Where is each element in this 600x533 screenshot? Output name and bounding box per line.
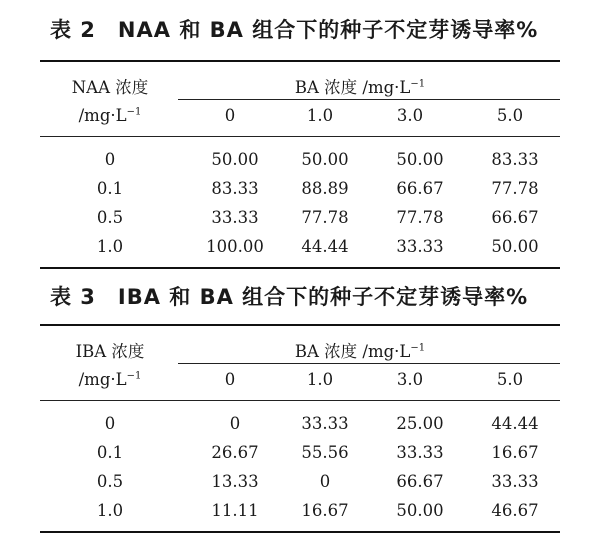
table-cell: 77.78 xyxy=(301,208,349,227)
table-cell: 50.00 xyxy=(211,150,259,169)
table3-col-group-sup: −1 xyxy=(410,342,426,354)
table-row xyxy=(40,467,560,496)
table3 xyxy=(40,324,560,533)
table-cell: 66.67 xyxy=(491,208,539,227)
table3-col-header: 1.0 xyxy=(306,370,334,389)
table3-row-variable-label: IBA 浓度 xyxy=(75,342,145,361)
table-cell: 50.00 xyxy=(491,237,539,256)
table2-header xyxy=(40,62,560,137)
table2-col-header: 1.0 xyxy=(306,106,334,125)
table-cell: 16.67 xyxy=(301,501,349,520)
table2-col-header: 3.0 xyxy=(396,106,424,125)
table-cell: 50.00 xyxy=(396,150,444,169)
table-cell: 66.67 xyxy=(396,179,444,198)
table3-col-group-text: BA 浓度 /mg·L xyxy=(294,342,411,361)
table-cell: 33.33 xyxy=(396,237,444,256)
table-row xyxy=(40,438,560,467)
table-cell: 33.33 xyxy=(396,443,444,462)
table-row xyxy=(40,409,560,438)
table3-subheader-rule xyxy=(178,363,560,364)
table-cell: 77.78 xyxy=(396,208,444,227)
table-row xyxy=(40,203,560,232)
row-label: 0 xyxy=(104,414,116,433)
table3-col-header: 0 xyxy=(224,370,236,389)
table-row xyxy=(40,174,560,203)
table-cell: 16.67 xyxy=(491,443,539,462)
table3-row-unit-sup: −1 xyxy=(126,370,142,382)
table2-row-unit-text: /mg·L xyxy=(78,106,127,125)
table-row xyxy=(40,145,560,174)
row-label: 0.5 xyxy=(96,472,124,491)
table3-column-group-label xyxy=(230,338,490,362)
table3-col-header: 3.0 xyxy=(396,370,424,389)
table-cell: 83.33 xyxy=(211,179,259,198)
table2-row-variable-label: NAA 浓度 xyxy=(71,78,149,97)
table-cell: 46.67 xyxy=(491,501,539,520)
table2-col-header: 5.0 xyxy=(496,106,524,125)
row-label: 0.1 xyxy=(96,179,124,198)
table-cell: 13.33 xyxy=(211,472,259,491)
table-cell: 77.78 xyxy=(491,179,539,198)
table3-col-header: 5.0 xyxy=(496,370,524,389)
table-cell: 55.56 xyxy=(301,443,349,462)
table-cell: 26.67 xyxy=(211,443,259,462)
table2-row-variable-unit xyxy=(40,106,180,125)
table2 xyxy=(40,60,560,269)
table-cell: 0 xyxy=(319,472,331,491)
table-cell: 11.11 xyxy=(211,501,259,520)
table2-body xyxy=(40,137,560,267)
table3-header xyxy=(40,326,560,401)
table-cell: 0 xyxy=(229,414,241,433)
table3-body xyxy=(40,401,560,531)
table-cell: 100.00 xyxy=(206,237,264,256)
table2-col-header: 0 xyxy=(224,106,236,125)
row-label: 1.0 xyxy=(96,237,124,256)
table-cell: 66.67 xyxy=(396,472,444,491)
table2-row-unit-sup: −1 xyxy=(126,106,142,118)
table-cell: 50.00 xyxy=(396,501,444,520)
table-cell: 25.00 xyxy=(396,414,444,433)
table2-subheader-rule xyxy=(178,99,560,100)
table-cell: 88.89 xyxy=(301,179,349,198)
table-cell: 44.44 xyxy=(491,414,539,433)
row-label: 0 xyxy=(104,150,116,169)
table-cell: 83.33 xyxy=(491,150,539,169)
table3-title: 表 3 IBA 和 BA 组合下的种子不定芽诱导率% xyxy=(50,285,529,309)
table2-col-group-sup: −1 xyxy=(410,78,426,90)
table2-title: 表 2 NAA 和 BA 组合下的种子不定芽诱导率% xyxy=(50,18,539,42)
row-label: 1.0 xyxy=(96,501,124,520)
table2-column-group-label xyxy=(230,74,490,98)
table2-col-group-text: BA 浓度 /mg·L xyxy=(294,78,411,97)
table-cell: 33.33 xyxy=(301,414,349,433)
row-label: 0.5 xyxy=(96,208,124,227)
row-label: 0.1 xyxy=(96,443,124,462)
table3-row-variable-unit xyxy=(40,370,180,389)
table-row xyxy=(40,496,560,525)
table3-row-unit-text: /mg·L xyxy=(78,370,127,389)
table-row xyxy=(40,232,560,261)
table-cell: 44.44 xyxy=(301,237,349,256)
table-cell: 50.00 xyxy=(301,150,349,169)
table-cell: 33.33 xyxy=(491,472,539,491)
table-cell: 33.33 xyxy=(211,208,259,227)
